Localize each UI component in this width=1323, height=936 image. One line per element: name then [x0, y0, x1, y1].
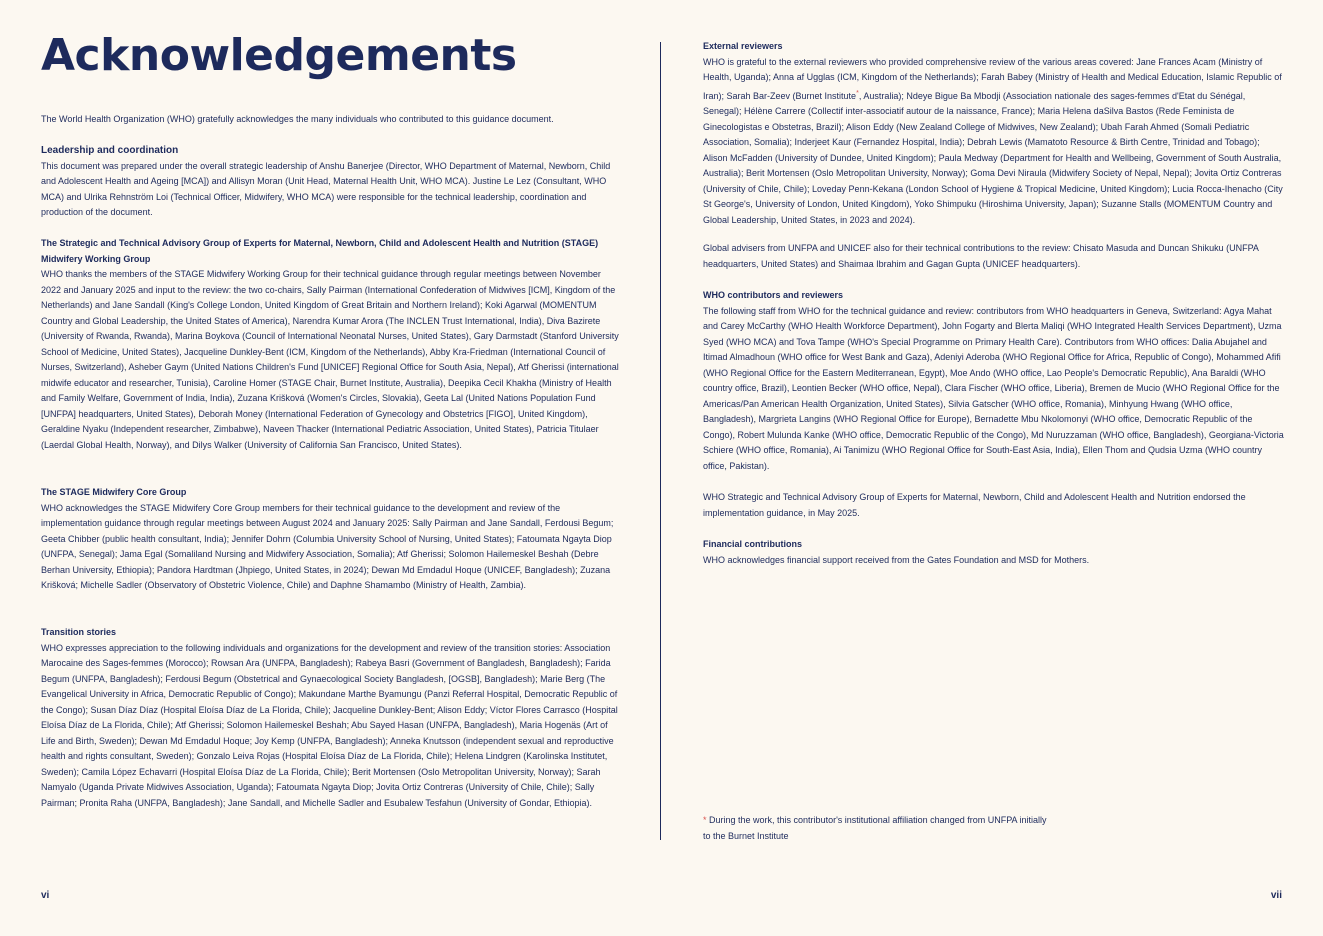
- footnote-star: *: [703, 815, 707, 825]
- financial-section: [703, 537, 1285, 568]
- leadership-body: This document was prepared under the overall strategic leadership of Anshu Banerjee (Director, WHO Department of Maternal, Newborn, Child and Adolescent Health and Ageing [MCA]) and Allisyn Moran (Unit Head, Maternal Health Unit, WHO MCA). Justine Le Lez (Consultant, WHO MCA) and Ulrika Rehnström Loi (Technical Officer, Midwifery, WHO MCA) were responsible for the technical leadership, coordination and production of the document.: [41, 160, 611, 217]
- stage-working-section: [41, 236, 623, 453]
- leadership-section: [41, 143, 623, 221]
- transition-section: [41, 625, 623, 811]
- leadership-heading: Leadership and coordination: [41, 145, 179, 156]
- page-number-left: vi: [41, 890, 50, 901]
- external-reviewers-body: WHO is grateful to the external reviewers who provided comprehensive review of the various areas covered: Jane Frances Acam (Ministry of Health, Uganda); Anna af Ugglas (ICM, Kingdom of the Netherlands); Farah Babey (Ministry of Health and Medical Education, Islamic Republic of Iran); Sarah Bar-Zeev (Burnet Institute*, Australia); Ndeye Bigue Ba Mbodji (Association nationale des sages-femmes d'Etat du Sénégal, Senegal); Hélène Carrere (Collectif inter-associatif autour de la naissance, France); Maria Helena daSilva Bastos (Rede Feminista de Ginecologistas e Obstetras, Brazil); Alison Eddy (New Zealand College of Midwives, New Zealand); Ubah Farah Ahmed (Somali Pediatric Association, Somalia); Inderjeet Kaur (Fernandez Hospital, India); Debrah Lewis (Mamatoto Resource & Birth Centre, Trinidad and Tobago); Alison McFadden (University of Dundee, United Kingdom); Paula Medway (Department for Health and Wellbeing, Government of South Australia, Australia); Berit Mortensen (Oslo Metropolitan University, Norway); Goma Devi Niraula (Midwifery Society of Nepal, Nepal); Jovita Ortiz Contreras (University of Chile, Chile); Loveday Penn-Kekana (London School of Hygiene & Tropical Medicine, United Kingdom); Lucia Rocca-Ihenacho (City St George's, University of London, United Kingdom), Yoko Shimpuku (Hiroshima University, Japan); Suzanne Stalls (MOMENTUM Country and Global Leadership, United States, in 2023 and 2024).: [703, 56, 1283, 225]
- transition-heading: Transition stories: [41, 627, 117, 637]
- financial-body: WHO acknowledges financial support received from the Gates Foundation and MSD for Mothers.: [703, 554, 1090, 565]
- who-contributors-section: [703, 288, 1285, 474]
- stage-core-heading: The STAGE Midwifery Core Group: [41, 487, 187, 497]
- who-contributors-body: The following staff from WHO for the technical guidance and review: contributors from WHO headquarters in Geneva, Switzerland: Agya Mahat and Carey McCarthy (WHO Health Workforce Department), John Fogarty and Blerta Maliqi (WHO Integrated Health Services Department), Uzma Syed (WHO MCA) and Tova Tampe (WHO's Special Programme on Primary Health Care). Contributors from WHO offices: Dalia Abujahel and Itimad Almadhoun (WHO office for West Bank and Gaza), Adeniyi Aderoba (WHO Regional Office for Africa, Republic of Congo), Mohammed Afifi (WHO Regional Office for the Eastern Mediterranean, Egypt), Moe Ando (WHO office, Lao People's Democratic Republic), Ana Baraldi (WHO country office, Brazil), Leontien Becker (WHO office, Nepal), Clara Fischer (WHO office, Liberia), Bremen de Mucio (WHO Regional Office for the Americas/Pan American Health Organization, United States), Silvia Gatscher (WHO office, Romania), Minhyung Hwang (WHO office, Bangladesh), Margrieta Langins (WHO Regional Office for Europe), Bernadette Mbu Nkolomonyi (WHO office, Democratic Republic of the Congo), Robert Mulunda Kanke (WHO office, Democratic Republic of the Congo), Md Nuruzzaman (WHO office, Bangladesh), Georgiana-Victoria Schiere (WHO office, Romania), Ai Tanimizu (WHO Regional Office for South-East Asia, India), Ellen Thom and Qudsia Uzma (WHO country office, Pakistan).: [703, 305, 1284, 471]
- footnote: [703, 813, 1103, 844]
- external-reviewers-section: [703, 39, 1285, 228]
- page-number-right: vii: [1270, 890, 1282, 901]
- who-contributors-heading: WHO contributors and reviewers: [703, 290, 844, 300]
- stage-working-heading: The Strategic and Technical Advisory Group of Experts for Maternal, Newborn, Child and Adolescent Health and Nutrition (STAGE) Midwifery Working Group: [41, 238, 599, 264]
- financial-heading: Financial contributions: [703, 539, 803, 549]
- page-title: Acknowledgements: [41, 30, 517, 81]
- stage-endorsement-body: WHO Strategic and Technical Advisory Group of Experts for Maternal, Newborn, Child and Adolescent Health and Nutrition endorsed the implementation guidance, in May 2025.: [703, 492, 1246, 518]
- column-divider: [660, 42, 661, 840]
- intro-text: The World Health Organization (WHO) gratefully acknowledges the many individuals who contributed to this guidance document.: [41, 114, 554, 124]
- stage-endorsement-section: [703, 490, 1285, 521]
- footnote-text: During the work, this contributor's institutional affiliation changed from UNFPA initially: [706, 815, 1047, 825]
- stage-core-body: WHO acknowledges the STAGE Midwifery Core Group members for their technical guidance to the development and review of the implementation guidance through regular meetings between August 2024 and January 2025: Sally Pairman and Jane Sandall, Ferdousi Begum; Geeta Chibber (public health consultant, India); Jennifer Dohrn (Columbia University School of Nursing, United States); Fatoumata Ngayta Diop (UNFPA, Senegal); Jama Egal (Somaliland Nursing and Midwifery Association, Somalia); Atf Gherissi; Solomon Hailemeskel Beshah (Debre Berhan University, Ethiopia); Pandora Hardtman (Jhpiego, United States, in 2024); Dewan Md Emdadul Hoque (UNICEF, Bangladesh); Zuzana Krišková; Michelle Sadler (Observatory of Obstetric Violence, Chile) and Daphne Shamambo (Ministry of Health, Zambia).: [41, 502, 614, 590]
- footnote-text-line2: to the Burnet Institute: [703, 830, 789, 841]
- stage-core-section: [41, 485, 623, 594]
- transition-body: WHO expresses appreciation to the following individuals and organizations for the development and review of the transition stories: Association Marocaine des Sages-femmes (Morocco); Rowsan Ara (UNFPA, Bangladesh); Rabeya Basri (Government of Bangladesh, Bangladesh); Farida Begum (UNFPA, Bangladesh); Ferdousi Begum (Obstetrical and Gynaecological Society Bangladesh, [OGSB], Bangladesh); Marie Berg (The Evangelical University in Africa, Democratic Republic of Congo); Makundane Marthe Byamungu (Panzi Referral Hospital, Democratic Republic of the Congo); Susan Díaz Díaz (Hospital Eloísa Díaz de La Florida, Chile); Jacqueline Dunkley-Bent; Alison Eddy; Víctor Flores Carrasco (Hospital Eloísa Díaz de La Florida, Chile); Atf Gherissi; Solomon Hailemeskel Beshah; Abu Sayed Hasan (UNFPA, Bangladesh), Maria Hogenäs (Art of Life and Birth, Sweden); Dewan Md Emdadul Hoque; Joy Kemp (UNFPA, Bangladesh); Anneka Knutsson (independent sexual and reproductive health and rights consultant, Sweden); Gonzalo Leiva Rojas (Hospital Eloísa Díaz de La Florida, Chile); Helena Lindgren (Karolinska Institutet, Sweden); Camila López Echavarri (Hospital Eloísa Díaz de La Florida, Chile); Berit Mortensen (Oslo Metropolitan University, Norway); Sarah Namyalo (Uganda Private Midwives Association, Uganda); Fatoumata Ngayta Diop; Jovita Ortiz Contreras (University of Chile, Chile); Sally Pairman; Pronita Raha (UNFPA, Bangladesh); Jane Sandall, and Michelle Sadler and Esubalew Tesfahun (University of Gondar, Ethiopia).: [41, 642, 618, 808]
- affiliation-star-mark: *: [856, 89, 859, 97]
- global-advisers-body: Global advisers from UNFPA and UNICEF also for their technical contributions to the review: Chisato Masuda and Duncan Shikuku (UNFPA headquarters, United States) and Shaimaa Ibrahim and Gagan Gupta (UNICEF headquarters).: [703, 243, 1259, 269]
- external-reviewers-heading: External reviewers: [703, 41, 783, 51]
- global-advisers-section: [703, 241, 1285, 272]
- stage-working-body: WHO thanks the members of the STAGE Midwifery Working Group for their technical guidance through regular meetings between November 2022 and January 2025 and input to the review: the two co-chairs, Sally Pairman (International Confederation of Midwives [ICM], Kingdom of the Netherlands) and Jane Sandall (King's College London, United Kingdom of Great Britain and Northern Ireland); Koki Agarwal (MOMENTUM Country and Global Leadership, the United States of America), Narendra Kumar Arora (The INCLEN Trust International, India), Diva Bazirete (University of Rwanda, Rwanda), Marina Boykova (Council of International Neonatal Nurses, United States), Gary Darmstadt (Stanford University School of Medicine, United States), Jacqueline Dunkley-Bent (ICM, Kingdom of the Netherlands), Abby Kra-Friedman (International Council of Nurses, Switzerland), Asheber Gaym (United Nations Children's Fund [UNICEF] Regional Office for South Asia, Nepal), Atf Gherissi (international midwife educator and researcher, Tunisia), Caroline Homer (STAGE Chair, Burnet Institute, Australia), Deepika Cecil Khakha (Ministry of Health and Family Welfare, Government of India, India), Zuzana Krišková (Women's Circles, Slovakia), Geeta Lal (United Nations Population Fund [UNFPA] headquarters, United States), Deborah Money (International Federation of Gynecology and Obstetrics [FIGO], United Kingdom), Geraldine Nyaku (Independent researcher, Zimbabwe), Naveen Thacker (International Pediatric Association, United States), Patricia Titulaer (Laerdal Global Health, Norway), and Dilys Walker (University of California San Francisco, United States).: [41, 269, 619, 450]
